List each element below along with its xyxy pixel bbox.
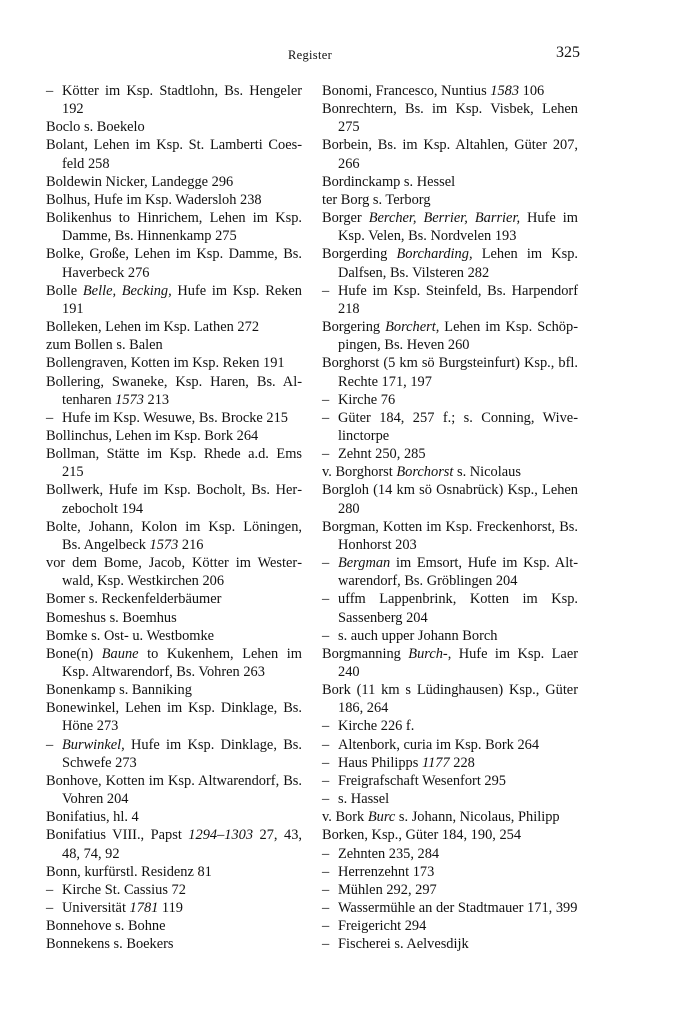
entry-text: Borbein, Bs. im Ksp. Altahlen, Güter 207, 266 — [322, 137, 578, 172]
index-entry — [46, 863, 302, 881]
entry-text: Bordinckamp s. Hessel — [322, 173, 456, 190]
index-subentry — [322, 445, 578, 463]
entry-text: Wassermühle an der Stadtmauer 171, 399 — [338, 900, 578, 917]
index-column-left — [46, 82, 302, 954]
entry-text: ter Borg s. Terborg — [322, 191, 431, 208]
entry-text: Bolikenhus to Hinrichem, Lehen im Ksp. Damme, Bs. Hinnenkamp 275 — [46, 210, 302, 245]
index-subentry — [322, 627, 578, 645]
entry-text: Bonrechtern, Bs. im Ksp. Visbek, Lehen 275 — [322, 101, 578, 136]
entry-text: Hufe im Ksp. Reken 191 — [62, 282, 302, 317]
italic-text: 1294–1303 — [188, 827, 254, 844]
index-entry — [46, 935, 302, 953]
index-column-right — [322, 82, 578, 954]
entry-text: Lehen im Ksp. Schöppingen, Bs. Heven 260 — [338, 319, 578, 354]
index-entry — [322, 681, 578, 717]
index-entry — [46, 627, 302, 645]
italic-text: Bercher, Berrier, Barrier, — [368, 210, 521, 227]
entry-text: Altenbork, curia im Ksp. Bork 264 — [338, 736, 540, 753]
page-header — [40, 46, 580, 68]
index-entry — [322, 518, 578, 554]
entry-text: Boldewin Nicker, Landegge 296 — [46, 173, 234, 190]
index-subentry — [322, 881, 578, 899]
entry-text: Bomeshus s. Boemhus — [46, 609, 177, 626]
index-entry — [322, 481, 578, 517]
italic-text: 1177 — [421, 754, 450, 771]
entry-text: Kirche St. Cassius 72 — [62, 881, 186, 898]
index-entry — [322, 82, 578, 100]
index-subentry — [322, 590, 578, 626]
index-entry — [46, 445, 302, 481]
index-entry — [46, 282, 302, 318]
entry-text: Borgman, Kotten im Ksp. Freckenhorst, Bs. Honhorst 203 — [322, 518, 578, 553]
index-entry — [46, 645, 302, 681]
entry-text: Bonnehove s. Bohne — [46, 918, 166, 935]
index-entry — [322, 100, 578, 136]
entry-text: Bollman, Stätte im Ksp. Rhede a.d. Ems 215 — [46, 446, 302, 481]
entry-text: 216 — [178, 536, 204, 553]
entry-text: Herrenzehnt 173 — [338, 863, 435, 880]
index-entry — [46, 590, 302, 608]
italic-text: Borchert, — [385, 319, 440, 336]
index-subentry — [322, 754, 578, 772]
entry-text: Borger — [322, 210, 369, 227]
index-subentry — [46, 899, 302, 917]
entry-text: Bolleken, Lehen im Ksp. Lathen 272 — [46, 319, 260, 336]
entry-text: Bonifatius VIII., Papst — [46, 827, 189, 844]
entry-text: Boclo s. Boekelo — [46, 119, 145, 136]
index-entry — [322, 826, 578, 844]
index-entry — [46, 245, 302, 281]
index-entry — [46, 772, 302, 808]
entry-text: 27, 43, 48, 74, 92 — [62, 827, 303, 862]
index-entry — [322, 173, 578, 191]
index-entry — [46, 191, 302, 209]
entry-text: Bolle — [46, 282, 83, 299]
entry-text: Fischerei s. Aelvesdijk — [338, 936, 469, 953]
index-entry — [46, 427, 302, 445]
entry-text: Bolant, Lehen im Ksp. St. Lamberti Coesfeld 258 — [46, 137, 302, 172]
index-entry — [46, 699, 302, 735]
entry-text: Borghorst (5 km sö Burgsteinfurt) Ksp., bfl. Rechte 171, 197 — [322, 355, 578, 390]
entry-text: Bomer s. Reckenfelderbäumer — [46, 591, 222, 608]
entry-text: Freigericht 294 — [338, 918, 427, 935]
entry-text: Bolhus, Hufe im Ksp. Wadersloh 238 — [46, 191, 262, 208]
index-entry — [46, 681, 302, 699]
index-entry — [46, 518, 302, 554]
entry-text: 228 — [449, 754, 475, 771]
entry-text: s. auch upper Johann Borch — [338, 627, 498, 644]
entry-text: s. Nicolaus — [453, 464, 521, 481]
entry-text: Bollwerk, Hufe im Ksp. Bocholt, Bs. Herzebocholt 194 — [46, 482, 302, 517]
index-entry — [46, 808, 302, 826]
entry-text: Bonnekens s. Boekers — [46, 936, 174, 953]
index-subentry — [46, 736, 302, 772]
italic-text: 1583 — [490, 83, 520, 99]
entry-text: Borgmanning — [322, 645, 409, 662]
entry-text: Zehnt 250, 285 — [338, 446, 426, 463]
entry-text: vor dem Bome, Jacob, Kötter im Westerwald, Ksp. Westkirchen 206 — [46, 555, 302, 590]
entry-text: zum Bollen s. Balen — [46, 337, 163, 354]
entry-text: Bonomi, Francesco, Nuntius — [322, 83, 491, 99]
index-entry — [322, 245, 578, 281]
italic-text: 1573 — [115, 391, 144, 408]
italic-text: 1573 — [149, 536, 179, 553]
entry-text: Borgloh (14 km sö Osnabrück) Ksp., Lehen 280 — [322, 482, 578, 517]
entry-text: im Emsort, Hufe im Ksp. Altwarendorf, Bs. Gröblingen 204 — [338, 555, 578, 590]
entry-text: Bonewinkel, Lehen im Ksp. Dinklage, Bs. Höne 273 — [46, 700, 302, 735]
italic-text: Borchorst — [396, 464, 454, 481]
index-subentry — [322, 863, 578, 881]
index-entry — [46, 354, 302, 372]
index-subentry — [46, 881, 302, 899]
entry-text: s. Hassel — [338, 791, 390, 808]
entry-text: Hufe im Ksp. Steinfeld, Bs. Harpendorf 218 — [338, 282, 578, 317]
entry-text: Bonifatius, hl. 4 — [46, 809, 139, 826]
index-subentry — [322, 391, 578, 409]
index-entry — [46, 209, 302, 245]
index-subentry — [322, 772, 578, 790]
entry-text: Bomke s. Ost- u. Westbomke — [46, 627, 215, 644]
index-entry — [322, 354, 578, 390]
entry-text: Universität — [62, 900, 130, 917]
index-entry — [322, 808, 578, 826]
index-subentry — [322, 717, 578, 735]
entry-text: Mühlen 292, 297 — [338, 881, 437, 898]
italic-text: Burwinkel, — [62, 736, 125, 753]
index-entry — [322, 136, 578, 172]
index-entry — [46, 118, 302, 136]
index-subentry — [46, 82, 302, 118]
entry-text: Hufe im Ksp. Velen, Bs. Nordvelen 193 — [338, 210, 578, 245]
page-number: 325 — [556, 44, 580, 61]
index-entry — [46, 826, 302, 862]
entry-text: Lehen im Ksp. Dalfsen, Bs. Vilsteren 282 — [338, 246, 578, 281]
entry-text: Bonhove, Kotten im Ksp. Altwarendorf, Bs. Vohren 204 — [46, 772, 302, 808]
index-subentry — [322, 790, 578, 808]
index-subentry — [322, 736, 578, 754]
entry-text: , Hufe im Ksp. Laer 240 — [338, 645, 578, 680]
italic-text: 1781 — [129, 900, 159, 917]
index-entry — [322, 318, 578, 354]
italic-text: Baune — [101, 645, 139, 662]
entry-text: Bollering, Swaneke, Ksp. Haren, Bs. Altenharen — [46, 373, 302, 408]
entry-text: Kirche 226 f. — [338, 718, 415, 735]
italic-text: Burch- — [408, 645, 448, 662]
italic-text: Burc — [367, 809, 396, 826]
index-subentry — [46, 409, 302, 427]
entry-text: Bork (11 km s Lüdinghausen) Ksp., Güter 186, 264 — [322, 682, 578, 717]
index-entry — [322, 645, 578, 681]
index-subentry — [322, 282, 578, 318]
entry-text: Bollengraven, Kotten im Ksp. Reken 191 — [46, 355, 285, 372]
entry-text: v. Borghorst — [322, 464, 397, 481]
entry-text: Bolte, Johann, Kolon im Ksp. Löningen, Bs. Angelbeck — [46, 518, 302, 553]
running-head: Register — [287, 48, 333, 62]
italic-text: Bergman — [338, 555, 391, 572]
index-subentry — [322, 935, 578, 953]
index-entry — [46, 917, 302, 935]
entry-text: Borgerding — [322, 246, 397, 263]
index-entry — [46, 554, 302, 590]
index-subentry — [322, 409, 578, 445]
entry-text: Bonn, kurfürstl. Residenz 81 — [46, 863, 212, 880]
entry-text: Zehnten 235, 284 — [338, 845, 440, 862]
entry-text: Bolke, Große, Lehen im Ksp. Damme, Bs. Haverbeck 276 — [46, 246, 302, 281]
entry-text: Kötter im Ksp. Stadtlohn, Bs. Hengeler 192 — [62, 83, 302, 118]
index-entry — [46, 318, 302, 336]
italic-text: Belle, Becking, — [82, 282, 172, 299]
index-entry — [46, 373, 302, 409]
entry-text: Kirche 76 — [338, 391, 396, 408]
index-entry — [46, 336, 302, 354]
entry-text: 106 — [519, 83, 545, 99]
entry-text: Bollinchus, Lehen im Ksp. Bork 264 — [46, 427, 259, 444]
entry-text: to Kukenhem, Lehen im Ksp. Altwarendorf, Bs. Vohren 263 — [62, 645, 302, 680]
entry-text: 119 — [158, 900, 183, 917]
index-subentry — [322, 845, 578, 863]
entry-text: Bonenkamp s. Banniking — [46, 682, 192, 699]
entry-text: Haus Philipps — [338, 754, 422, 771]
entry-text: s. Johann, Nicolaus, Philipp — [395, 809, 560, 826]
italic-text: Borcharding, — [396, 246, 473, 263]
entry-text: v. Bork — [322, 809, 368, 826]
index-entry — [46, 136, 302, 172]
entry-text: Freigrafschaft Wesenfort 295 — [338, 772, 507, 789]
index-subentry — [322, 554, 578, 590]
index-entry — [322, 209, 578, 245]
entry-text: 213 — [143, 391, 170, 408]
index-subentry — [322, 917, 578, 935]
entry-text: uffm Lappenbrink, Kotten im Ksp. Sassenberg 204 — [338, 591, 578, 626]
entry-text: Hufe im Ksp. Dinklage, Bs. Schwefe 273 — [62, 736, 302, 771]
entry-text: Bone(n) — [46, 645, 102, 662]
index-entry — [46, 481, 302, 517]
index-entry — [46, 609, 302, 627]
entry-text: Borken, Ksp., Güter 184, 190, 254 — [322, 827, 522, 844]
index-entry — [322, 191, 578, 209]
index-entry — [46, 173, 302, 191]
index-subentry — [322, 899, 578, 917]
entry-text: Hufe im Ksp. Wesuwe, Bs. Brocke 215 — [62, 409, 288, 426]
index-entry — [322, 463, 578, 481]
entry-text: Borgering — [322, 319, 386, 336]
entry-text: Güter 184, 257 f.; s. Conning, Wivelinctorpe — [338, 409, 578, 444]
